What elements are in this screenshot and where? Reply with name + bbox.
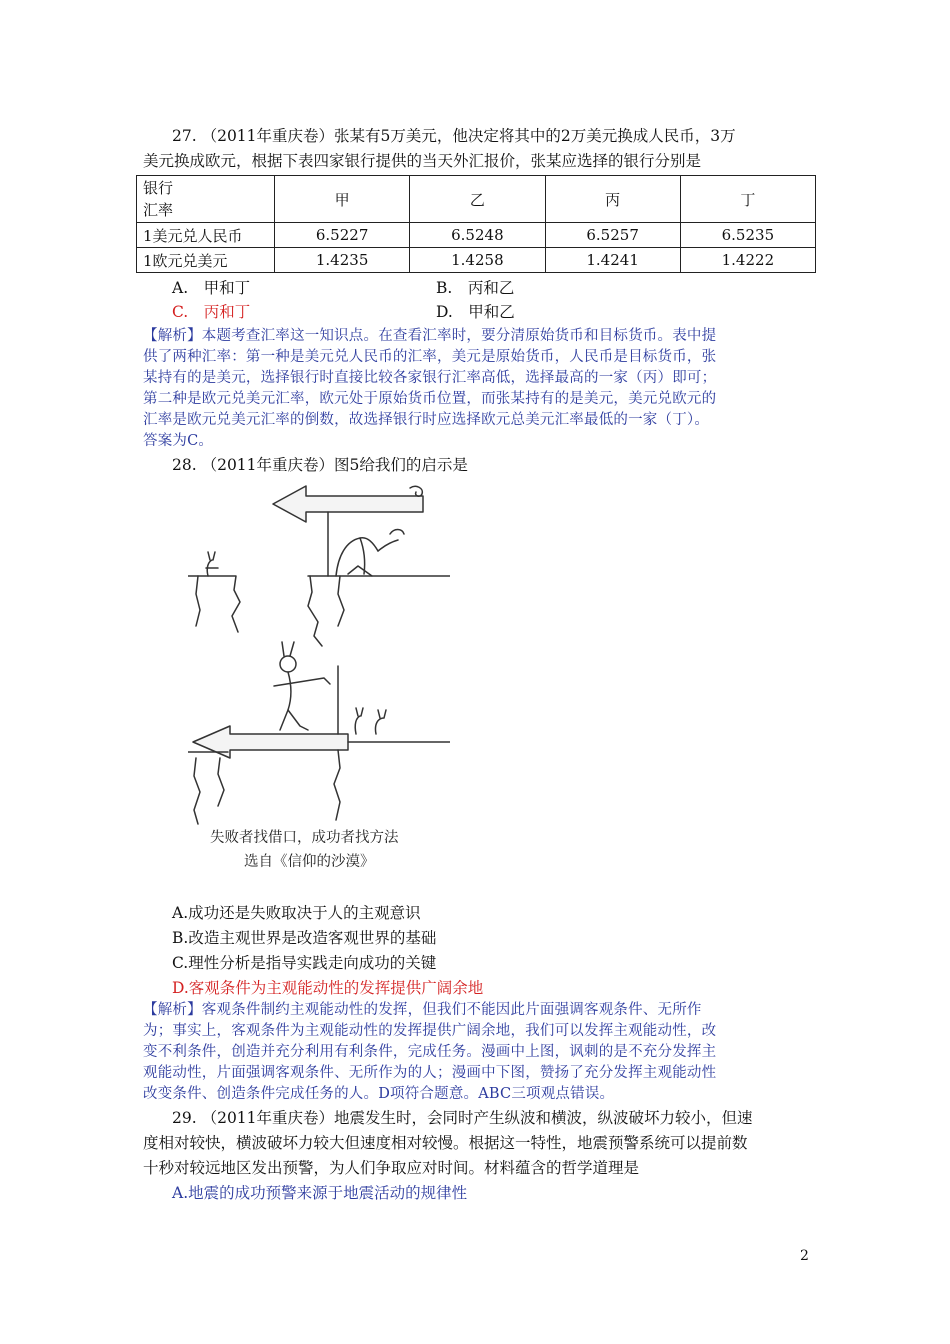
q27-option-a: A. 甲和丁	[172, 279, 251, 297]
q28-stem: 28. （2011年重庆卷）图5给我们的启示是	[172, 456, 468, 474]
table-cell: 6.5235	[680, 223, 815, 248]
q27-analysis-line: 某持有的是美元，选择银行时直接比较各家银行汇率高低，选择最高的一家（丙）即可；	[143, 370, 717, 386]
q27-analysis-line: 答案为C。	[143, 433, 214, 449]
q29-stem-line1: 29. （2011年重庆卷）地震发生时，会同时产生纵波和横波，纵波破坏力较小，但速	[172, 1109, 753, 1127]
bank-header-bing: 丙	[545, 176, 680, 223]
row-label: 1美元兑人民币	[137, 223, 275, 248]
bank-header-jia: 甲	[275, 176, 410, 223]
table-cell: 1.4222	[680, 248, 815, 273]
exchange-rate-table	[136, 175, 816, 273]
q28-option-b: B.改造主观世界是改造客观世界的基础	[172, 929, 437, 947]
q29-option-a: A.地震的成功预警来源于地震活动的规律性	[172, 1184, 468, 1202]
table-cell: 6.5257	[545, 223, 680, 248]
q28-analysis-line: 变不利条件，创造并充分利用有利条件，完成任务。漫画中上图，讽刺的是不充分发挥主	[143, 1044, 717, 1060]
q27-analysis-line: 汇率是欧元兑美元汇率的倒数，故选择银行时应选择欧元总美元汇率最低的一家（丁）。	[143, 412, 710, 428]
q28-option-d: D.客观条件为主观能动性的发挥提供广阔余地	[172, 979, 484, 997]
q28-analysis-line: 为；事实上，客观条件为主观能动性的发挥提供广阔余地，我们可以发挥主观能动性，改	[143, 1023, 717, 1039]
table-header-row	[137, 176, 816, 223]
q27-option-b: B. 丙和乙	[436, 279, 515, 297]
q28-option-c: C.理性分析是指导实践走向成功的关键	[172, 954, 437, 972]
cartoon-caption-2: 选自《信仰的沙漠》	[244, 854, 375, 870]
q27-analysis-line: 供了两种汇率：第一种是美元兑人民币的汇率，美元是原始货币，人民币是目标货币，张	[143, 349, 717, 365]
cartoon-caption-1: 失败者找借口，成功者找方法	[210, 830, 399, 846]
cartoon-figure	[188, 476, 450, 876]
table-row	[137, 248, 816, 273]
q27-option-d: D. 甲和乙	[436, 303, 515, 321]
table-corner-cell	[137, 176, 275, 223]
q28-analysis-line: 观能动性，片面强调客观条件、无所作为的人；漫画中下图，赞扬了充分发挥主观能动性	[143, 1065, 717, 1081]
q27-analysis-line: 【解析】本题考查汇率这一知识点。在查看汇率时，要分清原始货币和目标货币。表中提	[143, 328, 717, 344]
q27-option-c: C. 丙和丁	[172, 303, 251, 321]
page-number: 2	[800, 1248, 809, 1264]
table-cell: 1.4235	[275, 248, 410, 273]
header-bank-label: 银行	[143, 179, 174, 197]
bank-header-ding: 丁	[680, 176, 815, 223]
q29-stem-line3: 十秒对较远地区发出预警，为人们争取应对时间。材料蕴含的哲学道理是	[143, 1159, 640, 1177]
q29-stem-line2: 度相对较快，横波破坏力较大但速度相对较慢。根据这一特性，地震预警系统可以提前数	[143, 1134, 748, 1152]
table-cell: 1.4241	[545, 248, 680, 273]
table-cell: 6.5227	[275, 223, 410, 248]
q28-analysis-line: 改变条件、创造条件完成任务的人。D项符合题意。ABC三项观点错误。	[143, 1086, 615, 1102]
table-cell: 6.5248	[410, 223, 545, 248]
table-cell: 1.4258	[410, 248, 545, 273]
row-label: 1欧元兑美元	[137, 248, 275, 273]
cartoon-drawing	[188, 476, 450, 826]
header-rate-label: 汇率	[143, 201, 174, 219]
bank-header-yi: 乙	[410, 176, 545, 223]
q27-analysis-line: 第二种是欧元兑美元汇率，欧元处于原始货币位置，而张某持有的是美元，美元兑欧元的	[143, 391, 717, 407]
q28-analysis-line: 【解析】客观条件制约主观能动性的发挥，但我们不能因此片面强调客观条件、无所作	[143, 1002, 702, 1018]
q27-stem-line1: 27. （2011年重庆卷）张某有5万美元，他决定将其中的2万美元换成人民币，3万	[172, 127, 736, 145]
q27-stem-line2: 美元换成欧元，根据下表四家银行提供的当天外汇报价，张某应选择的银行分别是	[143, 152, 702, 170]
q28-option-a: A.成功还是失败取决于人的主观意识	[172, 904, 421, 922]
table-row	[137, 223, 816, 248]
